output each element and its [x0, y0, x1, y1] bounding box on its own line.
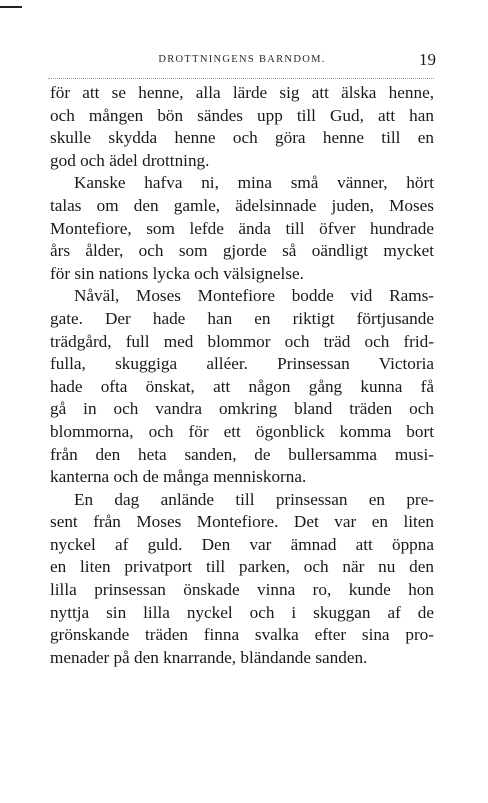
page-header: [48, 50, 436, 74]
text-line: hade ofta önskat, att någon gång kunna få: [50, 376, 434, 396]
text-line: En dag anlände till prinsessan en pre-: [74, 489, 434, 509]
text-line: fulla, skuggiga alléer. Prinsessan Victoria: [50, 354, 434, 374]
text-line: lilla prinsessan önskade vinna ro, kunde hon: [50, 580, 434, 600]
text-line: sent från Moses Montefiore. Det var en liten: [50, 512, 434, 532]
text-line: skulle skydda henne och göra henne till en: [50, 128, 434, 148]
text-line: en liten privatport till parken, och när nu den: [50, 557, 434, 577]
text-line: menader på den knarrande, bländande sanden.: [50, 647, 368, 667]
text-line: grönskande träden finna svalka efter sina pro-: [50, 625, 434, 645]
text-line: gate. Der hade han en riktigt förtjusande: [50, 308, 434, 328]
text-line: års ålder, och som gjorde så oändligt mycket: [50, 241, 434, 261]
text-line: från den heta sanden, de bullersamma musi-: [50, 444, 434, 464]
page-number: 19: [419, 50, 436, 69]
text-line: och mången bön sändes upp till Gud, att han: [50, 105, 434, 125]
text-line: talas om den gamle, ädelsinnade juden, Moses: [50, 195, 434, 215]
text-line: Montefiore, som lefde ända till öfver hundrade: [50, 218, 434, 238]
text-line: gå in och vandra omkring bland träden och: [50, 399, 434, 419]
page-edge-mark: [0, 6, 22, 8]
header-rule: [48, 78, 434, 79]
text-line: kanterna och de många menniskorna.: [50, 467, 307, 487]
text-line: trädgård, full med blommor och träd och frid-: [50, 331, 434, 351]
text-line: för sin nations lycka och välsignelse.: [50, 263, 304, 283]
text-line: god och ädel drottning.: [50, 150, 210, 170]
text-line: nyttja sin lilla nyckel och i skuggan af de: [50, 602, 434, 622]
running-head: DROTTNINGENS BARNDOM.: [158, 54, 326, 65]
body-text: [50, 82, 434, 669]
text-line: Nåväl, Moses Montefiore bodde vid Rams-: [74, 286, 434, 306]
text-line: Kanske hafva ni, mina små vänner, hört: [74, 173, 434, 193]
text-line: för att se henne, alla lärde sig att älska henne,: [50, 83, 434, 102]
text-line: blommorna, och för ett ögonblick komma bort: [50, 421, 434, 441]
text-line: nyckel af guld. Den var ämnad att öppna: [50, 534, 434, 554]
